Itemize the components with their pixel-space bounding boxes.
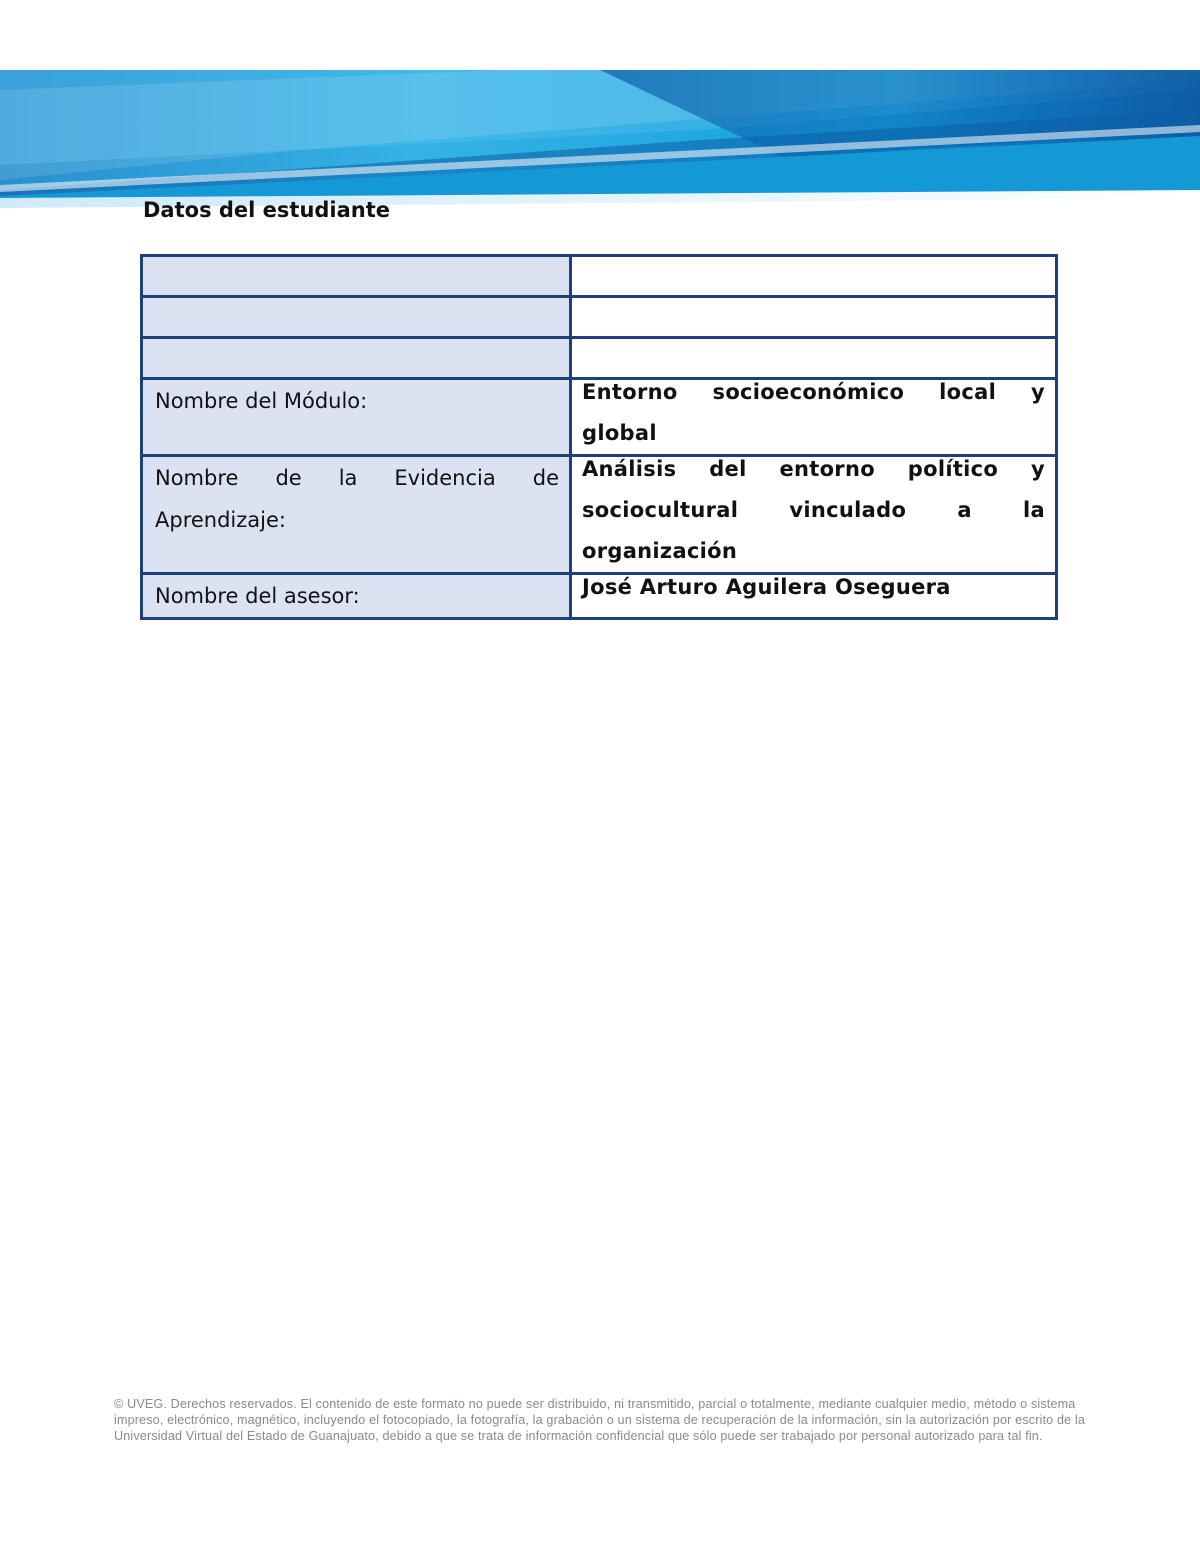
copyright-notice: © UVEG. Derechos reservados. El contenido de este formato no puede ser distribuido, ni transmitido, parcial o totalmente, mediante cualquier medio, método o sistema impreso, electrónico, magnético, incluyendo el fotocopiado, la fotografía, la grabación o un sistema de recuperación de la información, sin la autorización por escrito de la Universidad Virtual del Estado de Guanajuato, debido a que se trata de información confidencial que sólo puede ser trabajado por personal autorizado para tal fin. <box>114 1397 1086 1443</box>
evidencia-value <box>571 456 1057 574</box>
row-value <box>571 256 1057 297</box>
asesor-label <box>142 574 571 619</box>
modulo-value-text: Entorno socioeconómico local y global <box>582 380 1045 445</box>
section-title: Datos del estudiante <box>143 198 391 222</box>
evidencia-label-text: Nombre de la Evidencia de Aprendizaje: <box>155 466 559 532</box>
asesor-label-text: Nombre del asesor: <box>155 584 360 608</box>
table-row-evidencia <box>142 456 1057 574</box>
student-data-table <box>140 254 1058 620</box>
table-row-modulo <box>142 379 1057 456</box>
row-label <box>142 256 571 297</box>
modulo-label <box>142 379 571 456</box>
evidencia-label <box>142 456 571 574</box>
modulo-value <box>571 379 1057 456</box>
row-label <box>142 297 571 338</box>
modulo-label-text: Nombre del Módulo: <box>155 389 368 413</box>
table-row-asesor <box>142 574 1057 619</box>
evidencia-value-text: Análisis del entorno político y sociocultural vinculado a la organización <box>582 457 1045 563</box>
asesor-value <box>571 574 1057 619</box>
row-value <box>571 297 1057 338</box>
asesor-value-text: José Arturo Aguilera Oseguera <box>582 575 951 599</box>
row-label <box>142 338 571 379</box>
table-row <box>142 297 1057 338</box>
table-row <box>142 256 1057 297</box>
